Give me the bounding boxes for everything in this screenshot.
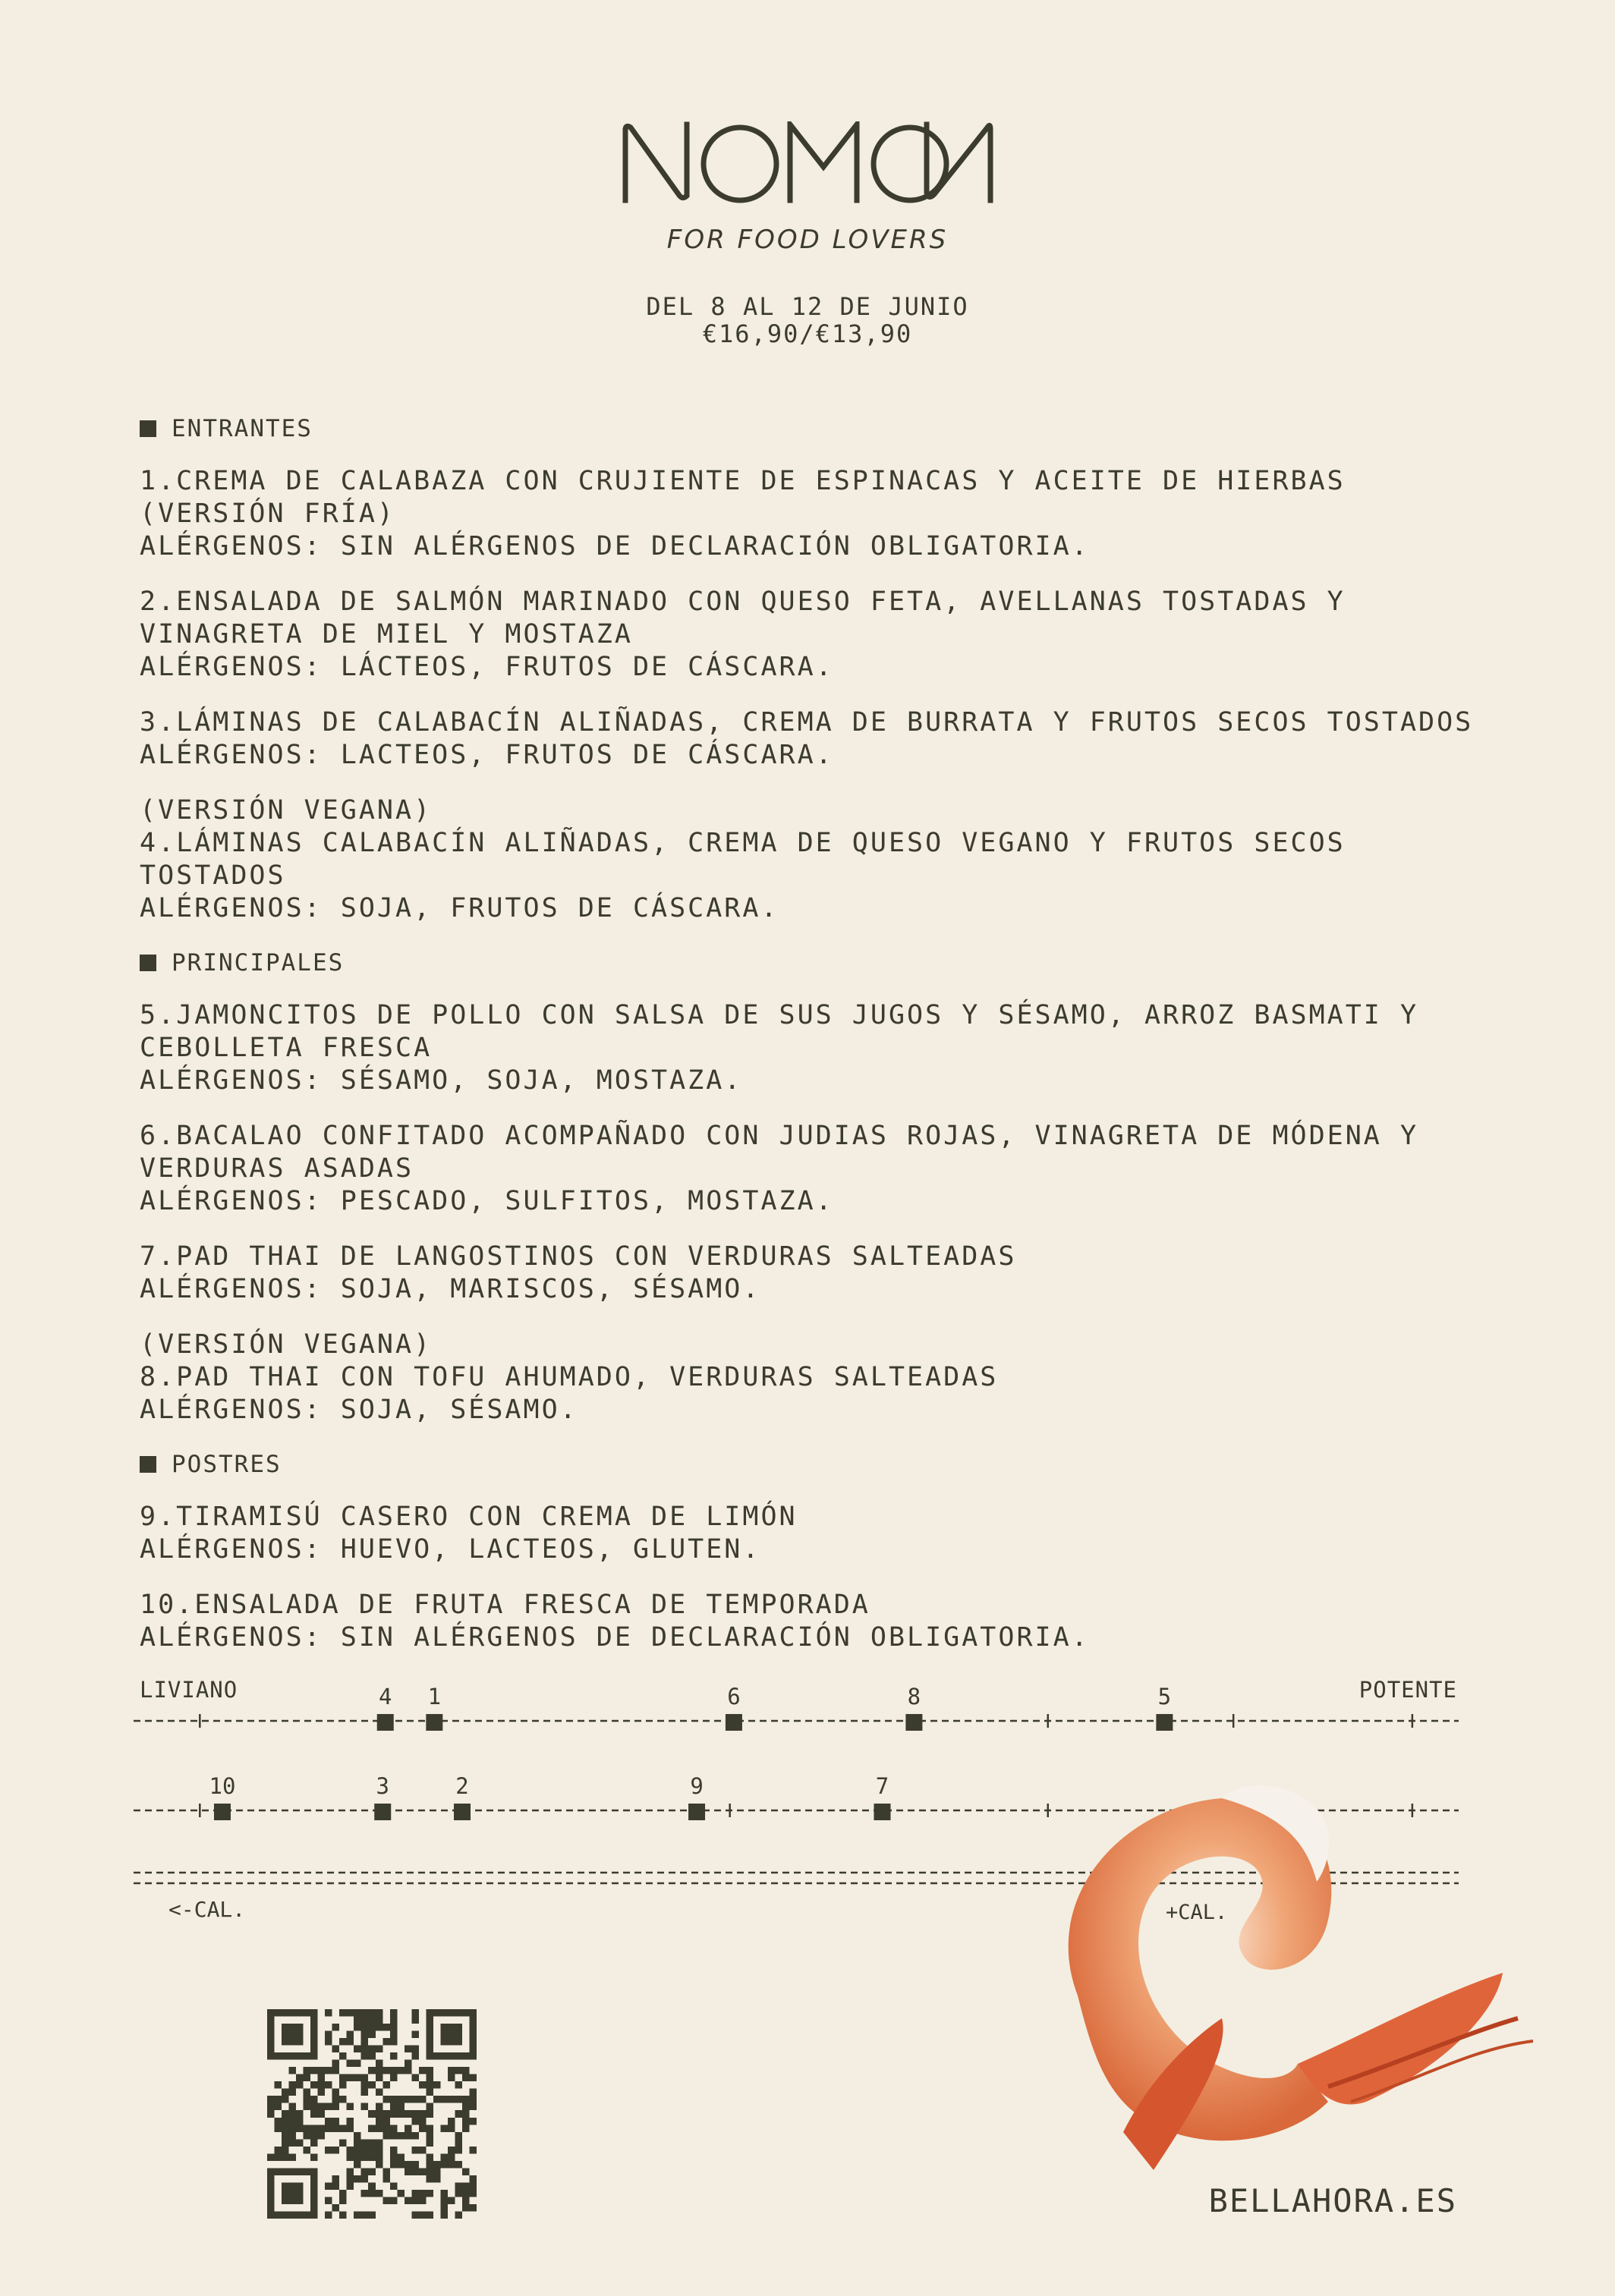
- tagline: FOR FOOD LOVERS: [666, 225, 949, 255]
- scale-marker-8: [905, 1714, 922, 1731]
- menu-item-10: 10.ENSALADA DE FRUTA FRESCA DE TEMPORADA ALÉRGENOS: SIN ALÉRGENOS DE DECLARACIÓN OBLIGATORIA.: [140, 1590, 1090, 1653]
- scale-right-label: POTENTE: [1358, 1677, 1457, 1703]
- shrimp-image: [971, 1745, 1541, 2185]
- scale-marker-label: 8: [907, 1684, 921, 1709]
- section-title: PRINCIPALES: [172, 949, 345, 977]
- scale-marker-label: 9: [690, 1773, 704, 1799]
- menu-item-6: 6.BACALAO CONFITADO ACOMPAÑADO CON JUDIAS ROJAS, VINAGRETA DE MÓDENA Y VERDURAS ASADAS ALÉRGENOS: PESCADO, SULFITOS, MOSTAZA.: [140, 1121, 1419, 1216]
- menu-item-2: 2.ENSALADA DE SALMÓN MARINADO CON QUESO FETA, AVELLANAS TOSTADAS Y VINAGRETA DE MIEL Y MOSTAZA ALÉRGENOS: LÁCTEOS, FRUTOS DE CÁSCARA.: [140, 587, 1346, 682]
- high-calorie-label: +CAL.: [1166, 1901, 1228, 1924]
- scale-marker-label: 7: [875, 1773, 889, 1799]
- bullet-square-icon: [140, 955, 156, 971]
- menu-item-1: 1.CREMA DE CALABAZA CON CRUJIENTE DE ESPINACAS Y ACEITE DE HIERBAS (VERSIÓN FRÍA) ALÉRGENOS: SIN ALÉRGENOS DE DECLARACIÓN OBLIGATORIA.: [140, 466, 1346, 561]
- section-principales: [140, 948, 1506, 978]
- scale-marker-5: [1156, 1714, 1173, 1731]
- qr-code[interactable]: [267, 2009, 477, 2219]
- scale-marker-label: 5: [1157, 1684, 1172, 1709]
- scale-marker-2: [454, 1804, 471, 1820]
- section-entrantes: [140, 414, 1506, 444]
- section-title: ENTRANTES: [172, 415, 313, 442]
- menu-item-4: (VERSIÓN VEGANA) 4.LÁMINAS CALABACÍN ALIÑADAS, CREMA DE QUESO VEGANO Y FRUTOS SECOS TOSTADOS ALÉRGENOS: SOJA, FRUTOS DE CÁSCARA.: [140, 795, 1346, 923]
- dates-and-price: [0, 293, 1615, 348]
- menu-item-7: 7.PAD THAI DE LANGOSTINOS CON VERDURAS SALTEADAS ALÉRGENOS: SOJA, MARISCOS, SÉSAMO.: [140, 1241, 1017, 1304]
- scale-left-label: LIVIANO: [140, 1677, 238, 1703]
- scale-marker-1: [426, 1714, 442, 1731]
- website-link[interactable]: BELLAHORA.ES: [1208, 2182, 1457, 2219]
- nomon-logo-mark: [622, 121, 993, 203]
- menu-dates: DEL 8 AL 12 DE JUNIO: [646, 292, 969, 321]
- menu-list: [140, 414, 1506, 1677]
- section-postres: [140, 1449, 1506, 1480]
- menu-item-9: 9.TIRAMISÚ CASERO CON CREMA DE LIMÓN ALÉRGENOS: HUEVO, LACTEOS, GLUTEN.: [140, 1502, 798, 1565]
- scale-marker-label: 6: [727, 1684, 741, 1709]
- scale-marker-3: [374, 1804, 391, 1820]
- scale-marker-10: [214, 1804, 231, 1820]
- logo: [0, 121, 1615, 203]
- scale-marker-label: 3: [376, 1773, 389, 1799]
- scale-marker-label: 4: [379, 1684, 392, 1709]
- menu-item-3: 3.LÁMINAS DE CALABACÍN ALIÑADAS, CREMA DE BURRATA Y FRUTOS SECOS TOSTADOS ALÉRGENOS: LACTEOS, FRUTOS DE CÁSCARA.: [140, 707, 1474, 770]
- low-calorie-label: <-CAL.: [168, 1897, 246, 1922]
- scale-marker-label: 1: [427, 1684, 442, 1709]
- scale-marker-label: 2: [455, 1773, 469, 1799]
- bullet-square-icon: [140, 1456, 156, 1473]
- menu-price: €16,90/€13,90: [702, 319, 913, 348]
- scale-marker-6: [726, 1714, 742, 1731]
- scale-marker-4: [377, 1714, 394, 1731]
- section-title: POSTRES: [172, 1451, 282, 1478]
- scale-marker-9: [688, 1804, 705, 1820]
- bullet-square-icon: [140, 420, 156, 437]
- scale-marker-7: [874, 1804, 890, 1820]
- menu-item-8: (VERSIÓN VEGANA) 8.PAD THAI CON TOFU AHUMADO, VERDURAS SALTEADAS ALÉRGENOS: SOJA, SÉSAMO.: [140, 1329, 999, 1425]
- scale-marker-label: 10: [209, 1773, 236, 1799]
- menu-item-5: 5.JAMONCITOS DE POLLO CON SALSA DE SUS JUGOS Y SÉSAMO, ARROZ BASMATI Y CEBOLLETA FRESCA ALÉRGENOS: SÉSAMO, SOJA, MOSTAZA.: [140, 1000, 1419, 1096]
